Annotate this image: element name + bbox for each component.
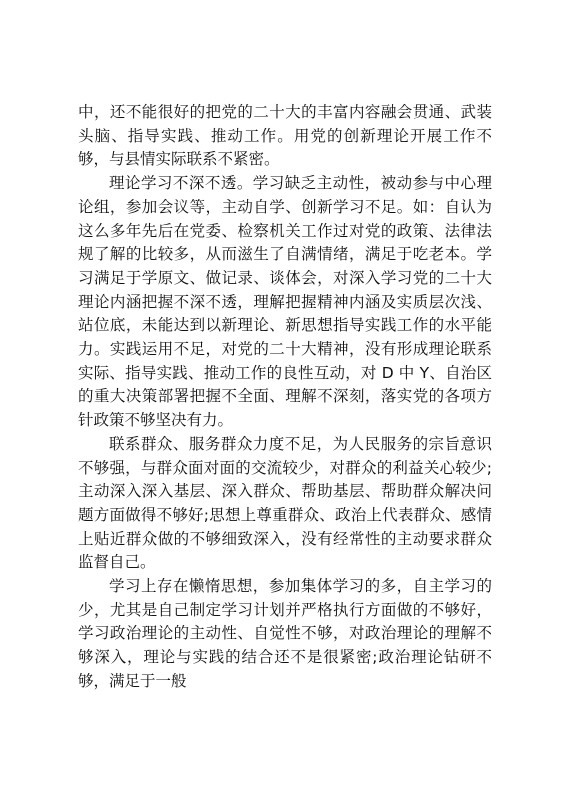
paragraph-2: 理论学习不深不透。学习缺乏主动性，被动参与中心理论组，参加会议等，主动自学、创新学习不足。如：自认为这么多年先后在党委、检察机关工作过对党的政策、法律法规了解的比较多，从而滋生了自满情绪，满足于吃老本。学习满足于学原文、做记录、谈体会，对深入学习党的二十大理论内涵把握不深不透，理解把握精神内涵及实质层次浅、站位底，未能达到以新理论、新思想指导实践工作的水平能力。实践运用不足，对党的二十大精神，没有形成理论联系实际、指导实践、推动工作的良性互动，对 D 中 Y、自治区的重大决策部署把握不全面、理解不深刻，落实党的各项方针政策不够坚决有力。: [78, 174, 492, 430]
paragraph-4: 学习上存在懒惰思想，参加集体学习的多，自主学习的少，尤其是自己制定学习计划并严格执行方面做的不够好，学习政治理论的主动性、自觉性不够，对政治理论的理解不够深入，理论与实践的结合还不是很紧密;政治理论钻研不够，满足于一般: [78, 577, 492, 690]
paragraph-3: 联系群众、服务群众力度不足，为人民服务的宗旨意识不够强，与群众面对面的交流较少，对群众的利益关心较少;主动深入深入基层、深入群众、帮助基层、帮助群众解决问题方面做得不够好;思想上尊重群众、政治上代表群众、感情上贴近群众做的不够细致深入，没有经常性的主动要求群众监督自己。: [78, 434, 492, 572]
document-page: [78, 101, 492, 694]
paragraph-1: 中，还不能很好的把党的二十大的丰富内容融会贯通、武装头脑、指导实践、推动工作。用党的创新理论开展工作不够，与县情实际联系不紧密。: [78, 103, 492, 169]
